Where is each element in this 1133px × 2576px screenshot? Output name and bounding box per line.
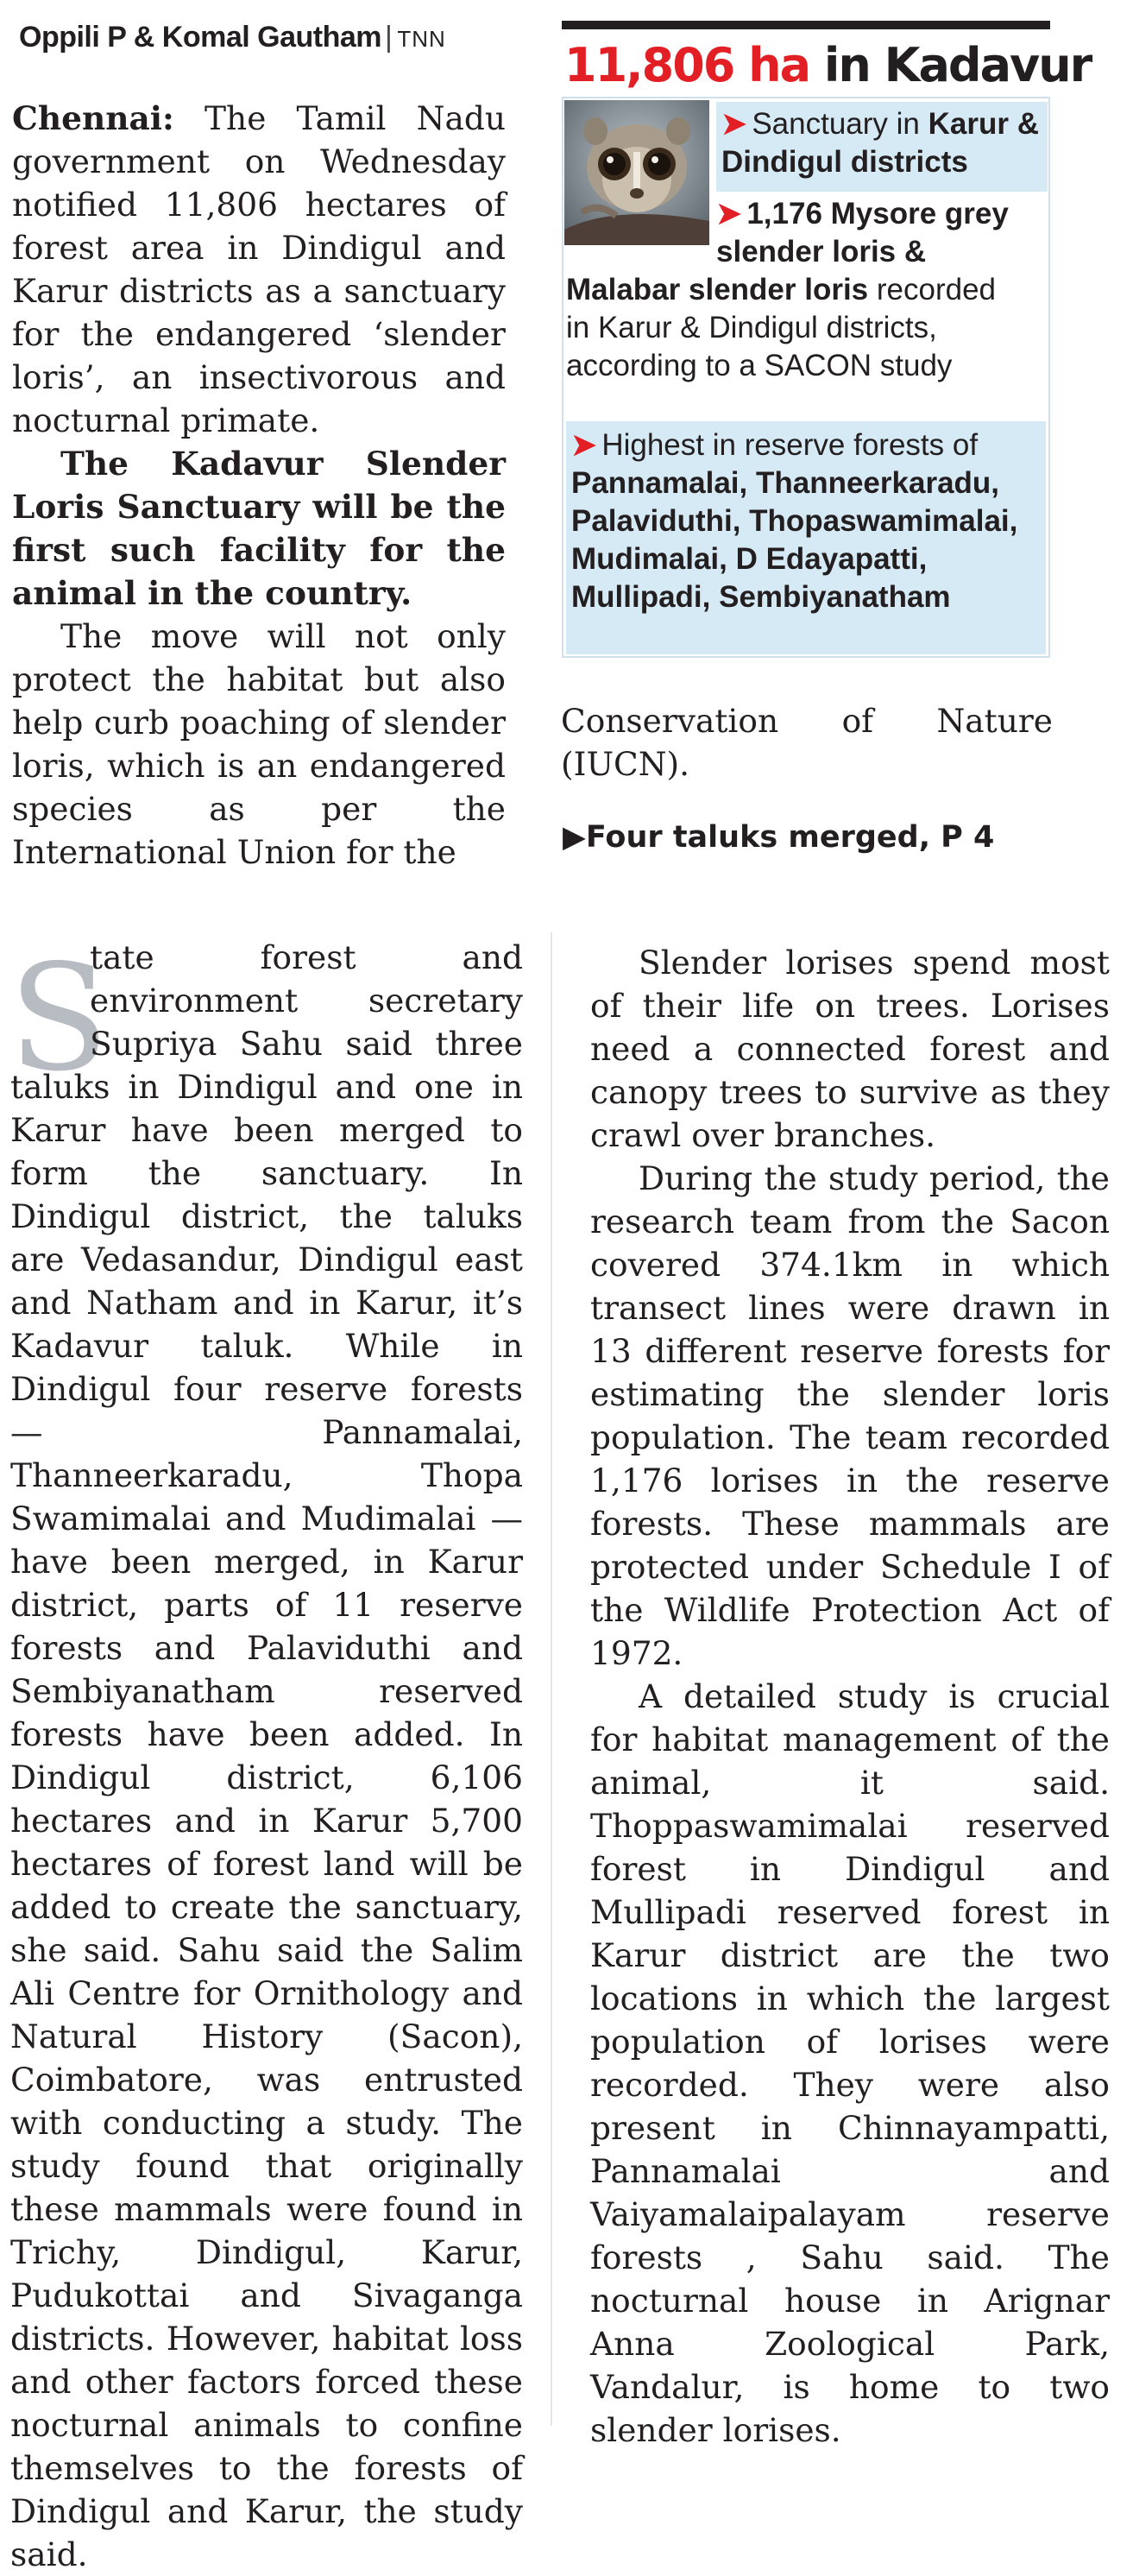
lead-paragraph-1-text: The Tamil Nadu government on Wednesday notified 11,806 hectares of forest area in Dindigul and Karur districts as a sanctuary for the endangered ‘slender loris’, an insectivorous and nocturnal primate.	[12, 99, 506, 439]
byline-separator: |	[385, 21, 393, 54]
fact2-line-2: slender loris &	[716, 235, 927, 268]
byline	[19, 21, 446, 54]
fact3-intro	[571, 426, 1041, 464]
column-divider	[551, 932, 552, 2426]
lead-paragraph-3: The move will not only protect the habitat but also help curb poaching of slender loris, which is an endangered species as per the International Union for the	[12, 617, 506, 871]
fact2-line1-text: 1,176 Mysore grey	[746, 197, 1009, 230]
fact-reserve-forests	[566, 421, 1046, 654]
arrow-icon: ➤	[716, 197, 742, 230]
arrow-icon: ➤	[721, 107, 747, 141]
fact2-line3-bold: Malabar slender loris	[566, 273, 869, 306]
fact-sanctuary-districts	[716, 102, 1048, 192]
story-column-1	[9, 933, 523, 2576]
drop-cap-spacer	[10, 936, 90, 1057]
fact1-bold: Karur & Dindigul districts	[721, 107, 1039, 179]
lead-paragraph-1	[12, 97, 506, 442]
lead-story-column	[12, 97, 506, 874]
fact1-pre: Sanctuary in	[752, 107, 928, 141]
fact2-line-3	[566, 271, 996, 309]
factbox-title-number: 11,806 ha	[564, 38, 810, 92]
lead-story-continuation	[561, 699, 1053, 786]
jump-text: Four taluks merged, P 4	[585, 820, 995, 855]
story-column-2	[590, 941, 1110, 2452]
byline-authors: Oppili P & Komal Gautham	[19, 21, 381, 54]
story-paragraph-2: Slender lorises spend most of their life on trees. Lorises need a connected forest and canopy trees to survive as they crawl over branches.	[590, 944, 1110, 1154]
dateline: Chennai:	[12, 99, 174, 137]
factbox-title-place: in Kadavur	[823, 38, 1092, 92]
byline-agency: TNN	[397, 26, 446, 52]
story-paragraph-1	[9, 933, 523, 2576]
lead-paragraph-2: The Kadavur Slender Loris Sanctuary will be the first such facility for the animal in the country.	[12, 445, 506, 612]
fact3-pre: Highest in reserve forests of	[601, 428, 979, 462]
lead-paragraph-3-continued: Conservation of Nature (IUCN).	[561, 702, 1053, 783]
drop-cap: S	[9, 933, 110, 1104]
jump-link[interactable]	[563, 820, 994, 855]
fact2-line-5: according to a SACON study	[566, 349, 953, 382]
fact2-line-1	[716, 195, 1009, 233]
story-paragraph-4: A detailed study is crucial for habitat management of the animal, it said. Thoppaswamimalai reserved forest in Dindigul and Mullipadi reserved forest in Karur district are the two locations in which the largest population of lorises were recorded. They were also present in Chinnayampatti, Pannamalai and Vaiyamalaipalayam reserve forests , Sahu said. The nocturnal house in Arignar Anna Zoological Park, Vandalur, is home to two slender lorises.	[590, 1677, 1110, 2449]
fact3-forest-list: Pannamalai, Thanneerkaradu, Palaviduthi, Thopaswamimalai, Mudimalai, D Edayapatti, Mullipadi, Sembiyanatham	[571, 466, 1018, 614]
fact2-line-4: in Karur & Dindigul districts,	[566, 311, 937, 344]
factbox-title	[564, 38, 1091, 92]
jump-arrow-icon: ▶	[563, 820, 586, 855]
fact2-line3-rest: recorded	[868, 273, 997, 306]
factbox-top-rule	[562, 21, 1050, 29]
story-paragraph-1-text: tate forest and environment secretary Supriya Sahu said three taluks in Dindigul and one in Karur have been merged to form the sanctuary. In Dindigul district, the taluks are Vedasandur, Dindigul east and Natham and in Karur, it’s Kadavur taluk. While in Dindigul four reserve forests — Pannamalai, Thanneerkaradu, Thopa Swamimalai and Mudimalai — have been merged, in Karur district, parts of 11 reserve forests and Palaviduthi and Sembiyanatham reserved forests have been added. In Dindigul district, 6,106 hectares and in Karur 5,700 hectares of forest land will be added to create the sanctuary, she said. Sahu said the Salim Ali Centre for Ornithology and Natural History (Sacon), Coimbatore, was entrusted with conducting a study. The study found that originally these mammals were found in Trichy, Dindigul, Karur, Pudukottai and Sivaganga districts. However, habitat loss and other factors forced these nocturnal animals to confine themselves to the forests of Dindigul and Karur, the study said.	[10, 938, 523, 2573]
story-paragraph-3: During the study period, the research team from the Sacon covered 374.1km in which transect lines were drawn in 13 different reserve forests for estimating the slender loris population. The team recorded 1,176 lorises in the reserve forests. These mammals are protected under Schedule I of the Wildlife Protection Act of 1972.	[590, 1159, 1110, 1672]
arrow-icon: ➤	[571, 428, 597, 462]
fact-loris-count	[566, 195, 1046, 394]
